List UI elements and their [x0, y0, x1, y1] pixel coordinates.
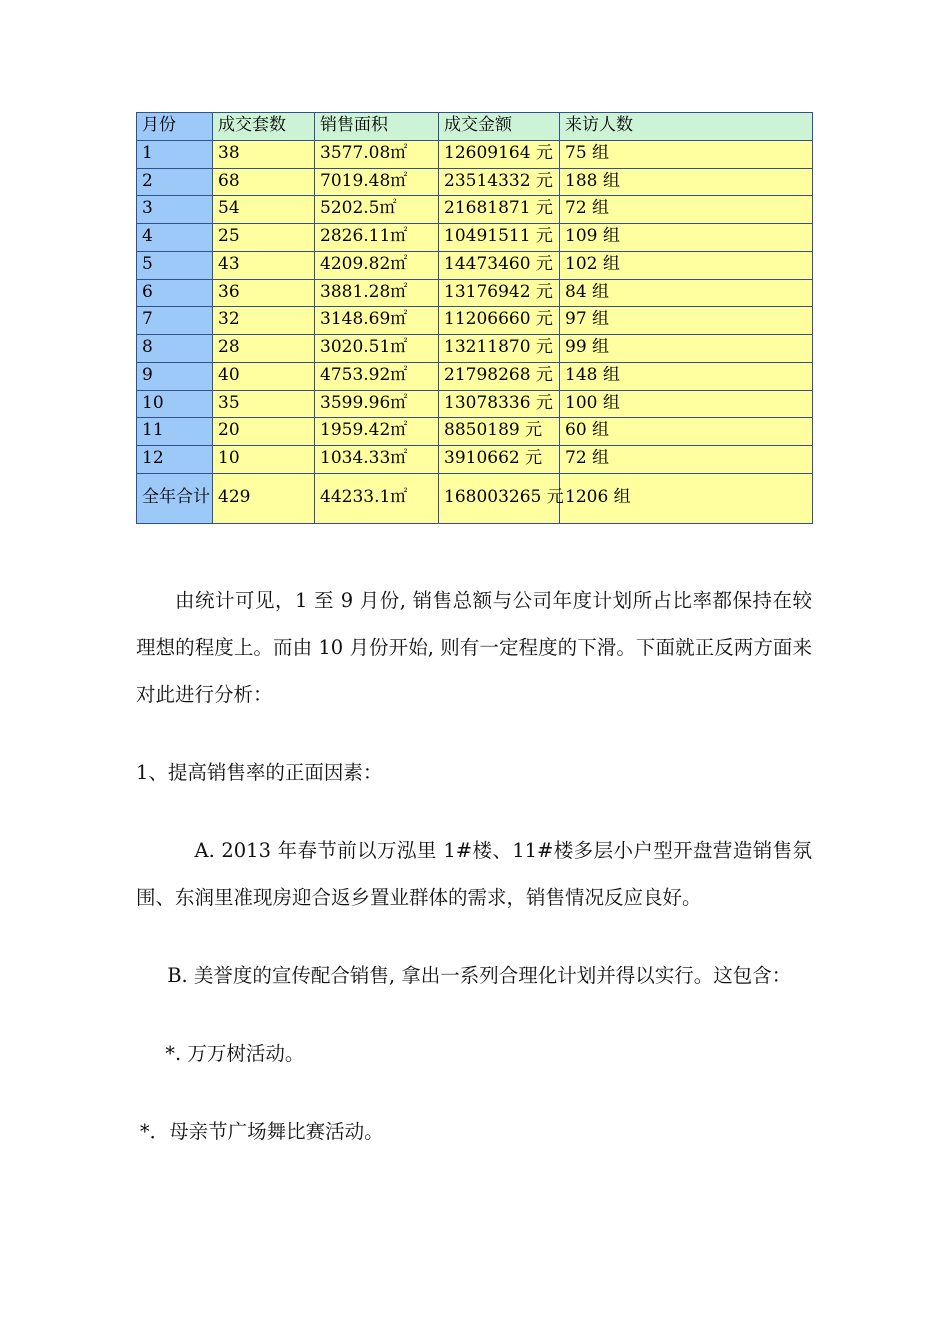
table-row: [137, 335, 813, 363]
cell-month: 1: [137, 140, 213, 168]
cell-total-deals: 429: [213, 473, 315, 523]
cell-area: 3020.51㎡: [315, 335, 439, 363]
cell-deals: 54: [213, 196, 315, 224]
table-row: [137, 418, 813, 446]
cell-deals: 40: [213, 362, 315, 390]
cell-month: 7: [137, 307, 213, 335]
cell-deals: 68: [213, 168, 315, 196]
cell-area: 3148.69㎡: [315, 307, 439, 335]
cell-amount: 3910662 元: [439, 446, 560, 474]
cell-visits: 72 组: [560, 196, 813, 224]
cell-month: 2: [137, 168, 213, 196]
cell-visits: 72 组: [560, 446, 813, 474]
paragraph-section-heading: 1、提高销售率的正面因素：: [136, 761, 383, 784]
cell-amount: 14473460 元: [439, 251, 560, 279]
cell-area: 1959.42㎡: [315, 418, 439, 446]
cell-deals: 36: [213, 279, 315, 307]
cell-visits: 75 组: [560, 140, 813, 168]
table-row: [137, 224, 813, 252]
paragraph-point-a: A. 2013 年春节前以万泓里 1#楼、11#楼多层小户型开盘营造销售氛围、东润里准现房迎合返乡置业群体的需求，销售情况反应良好。: [136, 839, 812, 909]
cell-visits: 100 组: [560, 390, 813, 418]
cell-area: 4753.92㎡: [315, 362, 439, 390]
cell-amount: 23514332 元: [439, 168, 560, 196]
cell-total-label: 全年合计: [137, 473, 213, 523]
column-header-area: 销售面积: [315, 113, 439, 141]
table-header-row: [137, 113, 813, 141]
cell-visits: 188 组: [560, 168, 813, 196]
cell-area: 7019.48㎡: [315, 168, 439, 196]
sales-statistics-table: [136, 112, 813, 524]
cell-month: 8: [137, 335, 213, 363]
cell-deals: 20: [213, 418, 315, 446]
cell-total-area: 44233.1㎡: [315, 473, 439, 523]
cell-month: 4: [137, 224, 213, 252]
paragraph-summary: 由统计可见，1 至 9 月份, 销售总额与公司年度计划所占比率都保持在较理想的程度上。而由 10 月份开始, 则有一定程度的下滑。下面就正反两方面来对此进行分析：: [136, 589, 812, 706]
paragraph-point-b: B. 美誉度的宣传配合销售, 拿出一系列合理化计划并得以实行。这包含：: [167, 964, 792, 987]
document-body: [136, 577, 812, 1186]
cell-amount: 11206660 元: [439, 307, 560, 335]
cell-month: 11: [137, 418, 213, 446]
table-row: [137, 251, 813, 279]
cell-deals: 10: [213, 446, 315, 474]
table-row: [137, 446, 813, 474]
table-row: [137, 362, 813, 390]
paragraph-bullet-1: *. 万万树活动。: [165, 1042, 305, 1065]
cell-area: 4209.82㎡: [315, 251, 439, 279]
cell-area: 2826.11㎡: [315, 224, 439, 252]
cell-amount: 21798268 元: [439, 362, 560, 390]
cell-month: 3: [137, 196, 213, 224]
table-row: [137, 279, 813, 307]
cell-visits: 102 组: [560, 251, 813, 279]
cell-visits: 148 组: [560, 362, 813, 390]
cell-deals: 38: [213, 140, 315, 168]
cell-deals: 28: [213, 335, 315, 363]
cell-amount: 10491511 元: [439, 224, 560, 252]
cell-amount: 13176942 元: [439, 279, 560, 307]
cell-visits: 60 组: [560, 418, 813, 446]
cell-amount: 8850189 元: [439, 418, 560, 446]
column-header-amount: 成交金额: [439, 113, 560, 141]
cell-area: 5202.5㎡: [315, 196, 439, 224]
cell-deals: 35: [213, 390, 315, 418]
cell-month: 12: [137, 446, 213, 474]
cell-amount: 21681871 元: [439, 196, 560, 224]
cell-amount: 13078336 元: [439, 390, 560, 418]
table-row: [137, 168, 813, 196]
cell-area: 1034.33㎡: [315, 446, 439, 474]
cell-area: 3599.96㎡: [315, 390, 439, 418]
cell-total-visits: 1206 组: [560, 473, 813, 523]
sales-statistics-table-container: [136, 112, 812, 524]
column-header-visits: 来访人数: [560, 113, 813, 141]
table-row: [137, 196, 813, 224]
paragraph-bullet-2: *．母亲节广场舞比赛活动。: [139, 1120, 384, 1143]
cell-deals: 32: [213, 307, 315, 335]
table-row: [137, 307, 813, 335]
cell-month: 5: [137, 251, 213, 279]
cell-month: 10: [137, 390, 213, 418]
cell-visits: 99 组: [560, 335, 813, 363]
cell-total-amount: 168003265 元: [439, 473, 560, 523]
cell-visits: 84 组: [560, 279, 813, 307]
table-total-row: [137, 473, 813, 523]
cell-deals: 43: [213, 251, 315, 279]
cell-area: 3881.28㎡: [315, 279, 439, 307]
cell-visits: 97 组: [560, 307, 813, 335]
cell-visits: 109 组: [560, 224, 813, 252]
cell-month: 9: [137, 362, 213, 390]
table-row: [137, 140, 813, 168]
table-row: [137, 390, 813, 418]
cell-area: 3577.08㎡: [315, 140, 439, 168]
cell-amount: 12609164 元: [439, 140, 560, 168]
column-header-month: 月份: [137, 113, 213, 141]
column-header-deals: 成交套数: [213, 113, 315, 141]
cell-deals: 25: [213, 224, 315, 252]
cell-month: 6: [137, 279, 213, 307]
cell-amount: 13211870 元: [439, 335, 560, 363]
